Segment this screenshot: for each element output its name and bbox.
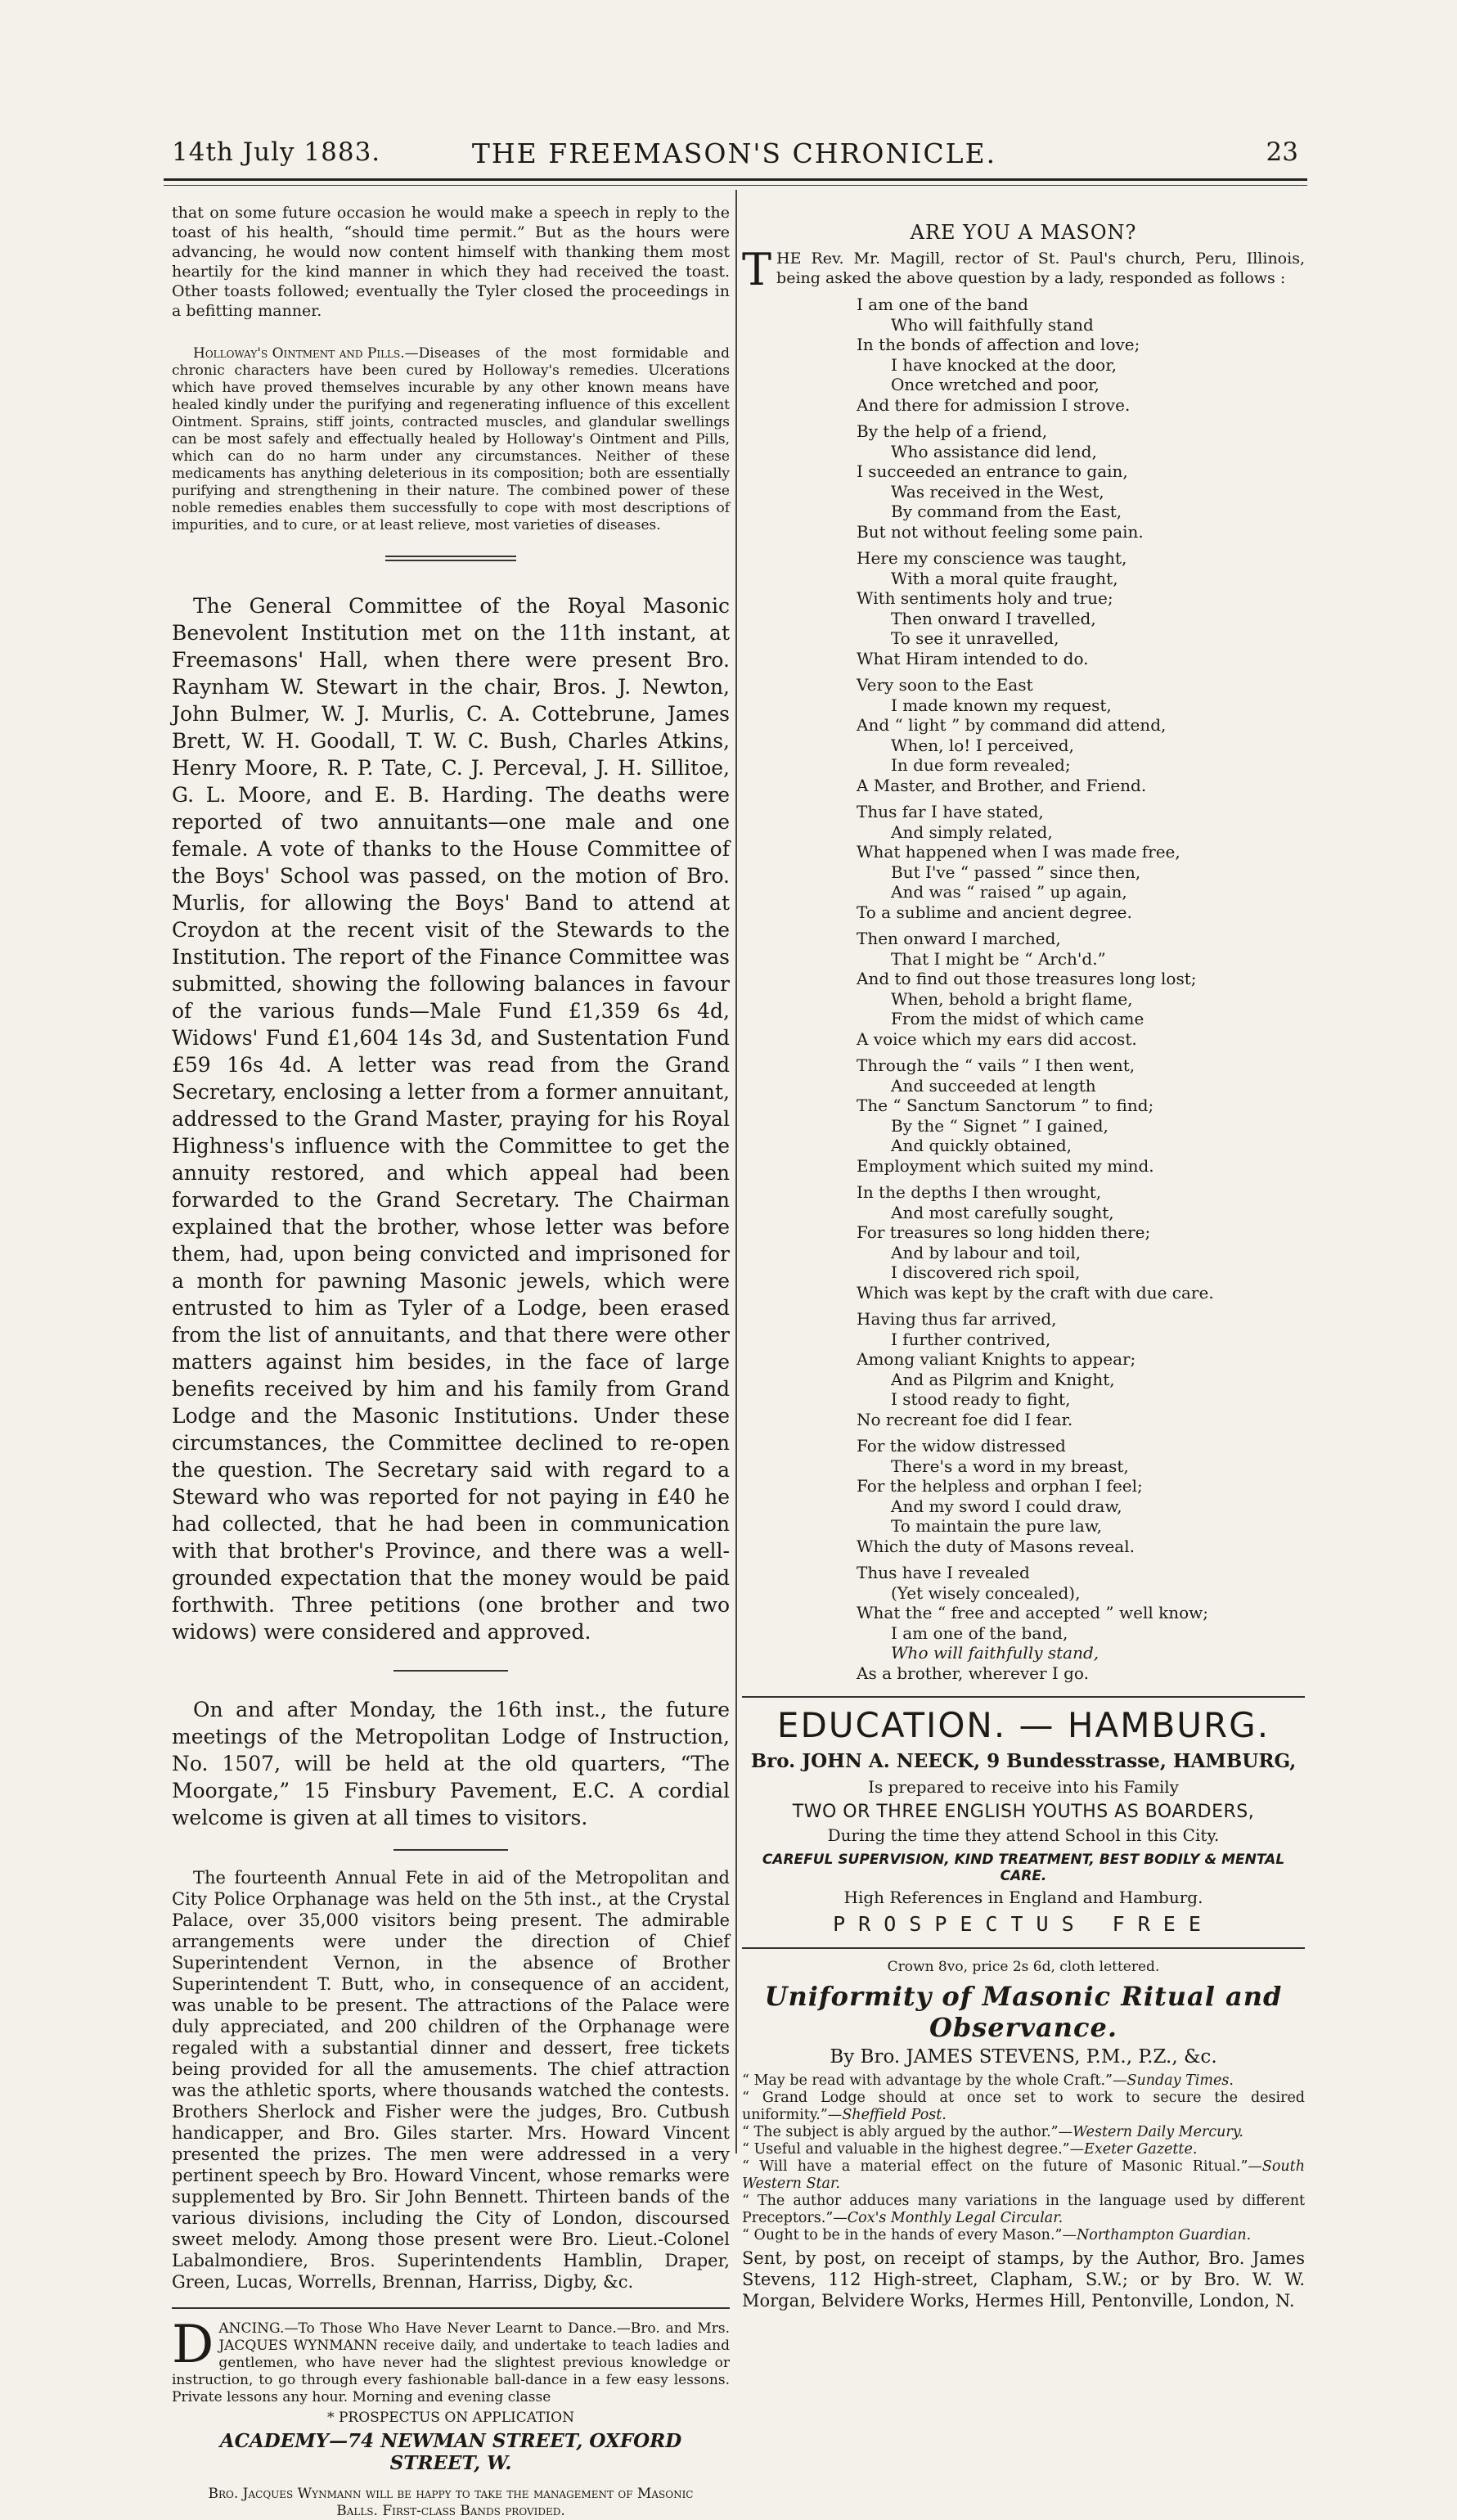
poem-line: And quickly obtained, [891,1136,1073,1155]
holloway-advert [172,345,730,534]
poem-line: Through the “ vails ” I then went, [857,1055,1135,1075]
poem-line: Employment which suited my mind. [857,1155,1154,1176]
poem-line: Which was kept by the craft with due care. [857,1282,1214,1303]
dancing-footer: Bro. Jacques Wynmann will be happy to take the management of Masonic Balls. First-class Bands provided. [208,2486,694,2519]
poem-line: But not without feeling some pain. [857,521,1144,542]
poem-line: What Hiram intended to do. [857,648,1089,668]
poem-line: I am one of the band, [891,1622,1068,1643]
education-name: Bro. JOHN A. NEECK, 9 Bundesstrasse, HAMBURG, [750,1750,1297,1772]
book-title: Uniformity of Masonic Ritual and Observance. [764,1981,1283,2043]
review-quote [742,2158,1305,2193]
book-advert [742,1959,1305,2311]
poem-line: To a sublime and ancient degree. [857,902,1132,922]
poem-line: Thus far I have stated, [857,802,1044,821]
metropolitan-lodge-notice: On and after Monday, the 16th inst., the future meetings of the Metropolitan Lodge of Instruction, No. 1507, will be held at the old quarters, “The Moorgate,” 15 Finsbury Pavement, E.C. A cordial welcome is given at all times to visitors. [172,1698,730,1829]
poem-line: And my sword I could draw, [891,1496,1122,1516]
review-source: Western Daily Mercury. [1073,2124,1243,2140]
education-references: High References in England and Hamburg. [843,1888,1203,1907]
poem-line: I have knocked at the door, [891,354,1117,375]
poem-line: That I might be “ Arch'd.” [891,948,1106,969]
poem-stanza [857,1563,1305,1683]
book-reviews [742,2072,1305,2244]
dancing-body: ANCING.—To Those Who Have Never Learnt to Dance.—Bro. and Mrs. JACQUES WYNMANN receive daily, and undertake to teach ladies and gentlemen, who have never had the slightest previous knowledge or instruction, to go through every fashionable ball-dance in a few easy lessons. Private lessons any hour. Morning and evening classe [172,2320,730,2405]
dancing-advert [172,2315,730,2520]
review-source: Exeter Gazette. [1084,2141,1198,2158]
poem-line: But I've “ passed ” since then, [891,862,1141,882]
poem-line: And as Pilgrim and Knight, [891,1369,1115,1389]
poem-line: What happened when I was made free, [857,842,1180,862]
poem-line: Among valiant Knights to appear; [857,1349,1136,1369]
poem-line: By the help of a friend, [857,421,1048,441]
poem-line: And “ light ” by command did attend, [857,715,1167,735]
section-divider [385,556,516,561]
police-orphanage-fete: The fourteenth Annual Fete in aid of the Metropolitan and City Police Orphanage was held on the 5th inst., at the Crystal Palace, over 35,000 visitors being present. The admirable arrangements were under the direction of Chief Superintendent Vernon, in the absence of Brother Superintendent T. Butt, who, in consequence of an accident, was unable to be present. The attractions of the Palace were duly appreciated, and 200 children of the Orphanage were regaled with a substantial dinner and dessert, free tickets being provided for all the amusements. The chief attraction was the athletic sports, where thousands watched the contests. Brothers Sherlock and Fisher were the judges, Bro. Cutbush handicapper, and Bro. Giles starter. Mrs. Howard Vincent presented the prizes. The men were addressed in a very pertinent speech by Bro. Howard Vincent, whose remarks were supplemented by Bro. Sir John Bennett. Thirteen bands of the various divisions, including the City of London, discoursed sweet melody. Among those present were Bro. Lieut.-Colonel Labalmondiere, Bros. Superintendents Hamblin, Draper, Green, Lucas, Worrells, Brennan, Harriss, Digby, &c. [172,1868,730,2292]
review-quote [742,2193,1305,2227]
poem-line: I stood ready to fight, [891,1389,1071,1409]
poem-line: With a moral quite fraught, [891,568,1118,588]
poem-line: The “ Sanctum Sanctorum ” to find; [857,1096,1154,1115]
poem-line: I made known my request, [891,695,1112,715]
poem-line: To maintain the pure law, [891,1516,1102,1536]
dancing-address: ACADEMY—74 NEWMAN STREET, OXFORD STREET, W. [219,2430,682,2474]
poem-line: And there for admission I strove. [857,394,1131,415]
review-text: “ The subject is ably argued by the author.”— [742,2124,1073,2140]
poem-line: Who assistance did lend, [891,441,1097,461]
poem-line: What the “ free and accepted ” well know; [857,1603,1208,1622]
intro-paragraph: that on some future occasion he would make a speech in reply to the toast of his health, “should time permit.” But as the hours were advancing, he would now content himself with thanking them most heartily for the kind manner in which they had received the toast. Other toasts followed; eventually the Tyler closed the proceedings in a befitting manner. [172,204,730,320]
masthead-rule-thin [164,185,1307,186]
poem-stanza [857,929,1305,1049]
education-title: EDUCATION. — HAMBURG. [776,1705,1270,1745]
poem-line: A Master, and Brother, and Friend. [857,775,1147,795]
poem-line: Which the duty of Masons reveal. [857,1536,1135,1556]
masthead [164,137,1305,177]
poem-line: Who will faithfully stand [891,314,1094,335]
poem-line: And by labour and toil, [891,1242,1082,1262]
book-footer: Sent, by post, on receipt of stamps, by the Author, Bro. James Stevens, 112 High-street, Clapham, S.W.; or by Bro. W. W. Morgan, Belvidere Works, Hermes Hill, Pentonville, London, N. [742,2248,1305,2311]
issue-date: 14th July 1883. [172,137,381,167]
poem-line: As a brother, wherever I go. [857,1663,1089,1683]
review-source: Northampton Guardian. [1076,2227,1252,2243]
poem-stanza [857,1055,1305,1176]
left-column [172,203,730,2520]
poem-line: And simply related, [891,821,1053,842]
poem-stanza [857,675,1305,795]
poem-line: A voice which my ears did accost. [857,1028,1137,1049]
poem-line: Then onward I marched, [857,929,1061,948]
poem-stanza [857,421,1305,542]
poem-stanza [857,548,1305,668]
poem-line: In due form revealed; [891,755,1071,775]
education-advert [742,1704,1305,1936]
poem-line: And succeeded at length [891,1075,1096,1096]
poem-line: Very soon to the East [857,675,1033,695]
review-quote [742,2090,1305,2124]
review-text: “ The author adduces many variations in the language used by different Preceptors.”— [742,2193,1305,2226]
poem-line: There's a word in my breast, [891,1456,1129,1476]
committee-report: The General Committee of the Royal Masonic Benevolent Institution met on the 11th instant, at Freemasons' Hall, when there were present Bro. Raynham W. Stewart in the chair, Bros. J. Newton, John Bulmer, W. J. Murlis, C. A. Cottebrune, James Brett, W. H. Goodall, T. W. C. Bush, Charles Atkins, Henry Moore, R. P. Tate, C. J. Perceval, J. H. Sillitoe, G. L. Moore, and E. B. Harding. The deaths were reported of two annuitants—one male and one female. A vote of thanks to the House Committee of the Boys' School was passed, on the motion of Bro. Murlis, for allowing the Boys' Band to attend at Croydon at the recent visit of the Stewards to the Institution. The report of the Finance Committee was submitted, showing the following balances in favour of the various funds—Male Fund £1,359 6s 4d, Widows' Fund £1,604 14s 3d, and Sustentation Fund £59 16s 4d. A letter was read from the Grand Secretary, enclosing a letter from a former annuitant, addressed to the Grand Master, praying for his Royal Highness's influence with the Committee to get the annuity restored, and which appeal had been forwarded to the Grand Secretary. The Chairman explained that the brother, whose letter was before them, had, upon being convicted and imprisoned for a month for pawning Masonic jewels, which were entrusted to him as Tyler of a Lodge, been erased from the list of annuitants, and that there were other matters against him besides, in the face of large benefits received by him and his family from Grand Lodge and the Masonic Institutions. Under these circumstances, the Committee declined to re-open the question. The Secretary said with regard to a Steward who was reported for not paying in £40 he had collected, that he had been in communication with that brother's Province, and there was a well-grounded expectation that the money would be paid forthwith. Three petitions (one brother and two widows) were considered and approved. [172,594,730,1644]
dancing-prospectus: * PROSPECTUS ON APPLICATION [327,2410,574,2426]
dropcap-letter: T [742,244,772,295]
poem-line: And most carefully sought, [891,1202,1114,1222]
poem-line: Thus have I revealed [857,1563,1030,1582]
poem-stanza [857,1309,1305,1429]
review-quote [742,2141,1305,2158]
poem-line: Was received in the West, [891,481,1104,502]
book-author: By Bro. JAMES STEVENS, P.M., P.Z., &c. [830,2046,1217,2068]
review-quote [742,2227,1305,2244]
poem-intro [742,244,1305,295]
poem-line: And was “ raised ” up again, [891,882,1127,902]
poem-line: In the bonds of affection and love; [857,335,1140,354]
poem-line: I am one of the band [857,295,1028,314]
book-price: Crown 8vo, price 2s 6d, cloth lettered. [887,1959,1160,1975]
review-quote [742,2072,1305,2090]
poem-line: I succeeded an entrance to gain, [857,461,1128,481]
right-column [742,203,1305,2311]
poem-stanza [857,295,1305,415]
masthead-rule-thick [164,178,1307,181]
poem-line: To see it unravelled, [891,628,1059,648]
poem-stanza [857,802,1305,922]
education-boarders: TWO OR THREE ENGLISH YOUTHS AS BOARDERS, [792,1802,1255,1822]
review-source: South Western Star. [742,2158,1305,2192]
review-text: “ Grand Lodge should at once set to work to secure the desired uniformity.”— [742,2090,1305,2123]
poem-line: From the midst of which came [891,1009,1144,1028]
poem-line: I further contrived, [891,1329,1051,1349]
review-source: Sheffield Post. [842,2107,947,2123]
review-source: Sunday Times. [1126,2072,1234,2089]
poem-intro-text: HE Rev. Mr. Magill, rector of St. Paul's church, Peru, Illinois, being asked the above question by a lady, responded as follows : [776,250,1305,287]
education-prepared: Is prepared to receive into his Family [868,1777,1179,1797]
poem-line: (Yet wisely concealed), [891,1582,1081,1603]
poem-line: Once wretched and poor, [891,375,1099,394]
poem-line: By the “ Signet ” I gained, [891,1115,1108,1136]
poem-line: Having thus far arrived, [857,1309,1057,1329]
dropcap-letter: D [172,2315,214,2375]
education-during: During the time they attend School in this City. [827,1825,1220,1845]
poem-line: For the helpless and orphan I feel; [857,1476,1143,1496]
poem-line: And to find out those treasures long lost; [857,969,1197,988]
poem-line: No recreant foe did I fear. [857,1409,1073,1429]
review-text: “ May be read with advantage by the whole Craft.”— [742,2072,1127,2089]
holloway-body: —Diseases of the most formidable and chronic characters have been cured by Holloway's remedies. Ulcerations which have proved themselves incurable by any other known means have healed kindly under the purifying and regenerating influence of this excellent Ointment. Sprains, stiff joints, contracted muscles, and glandular swellings can be most safely and effectually healed by Holloway's Ointment and Pills, which can do no harm under any circumstances. Neither of these medicaments has anything deleterious in its composition; both are essentially purifying and strengthening in their nature. The combined power of these noble remedies enables them successfully to cope with most descriptions of impurities, and to cure, or at least relieve, most varieties of diseases. [172,345,730,533]
review-text: “ Useful and valuable in the highest degree.”— [742,2141,1085,2158]
poem-line: I discovered rich spoil, [891,1262,1081,1282]
education-prospectus: PROSPECTUS FREE [833,1912,1214,1936]
poem-line: Who will faithfully stand, [891,1643,1099,1663]
poem-line: When, behold a bright flame, [891,988,1133,1009]
poem [857,295,1305,1683]
poem-line: For the widow distressed [857,1436,1066,1456]
poem-stanza [857,1436,1305,1556]
poem-line: With sentiments holy and true; [857,588,1113,608]
review-quote [742,2124,1305,2141]
poem-line: When, lo! I perceived, [891,735,1074,755]
newspaper-title: THE FREEMASON'S CHRONICLE. [471,137,997,169]
poem-title: ARE YOU A MASON? [910,221,1137,244]
poem-line: For treasures so long hidden there; [857,1222,1151,1242]
poem-line: Here my conscience was taught, [857,548,1127,568]
review-source: Cox's Monthly Legal Circular. [847,2210,1064,2226]
review-text: “ Will have a material effect on the future of Masonic Ritual.”— [742,2158,1262,2175]
page-number: 23 [1266,137,1298,167]
review-text: “ Ought to be in the hands of every Mason.”— [742,2227,1077,2243]
education-care: CAREFUL SUPERVISION, KIND TREATMENT, BEST BODILY & MENTAL CARE. [762,1852,1285,1884]
poem-line: In the depths I then wrought, [857,1182,1102,1202]
poem-line: Then onward I travelled, [891,608,1096,628]
column-divider [735,190,737,2153]
holloway-heading: Holloway's Ointment and Pills. [193,345,405,362]
poem-stanza [857,1182,1305,1303]
poem-line: By command from the East, [891,502,1122,521]
